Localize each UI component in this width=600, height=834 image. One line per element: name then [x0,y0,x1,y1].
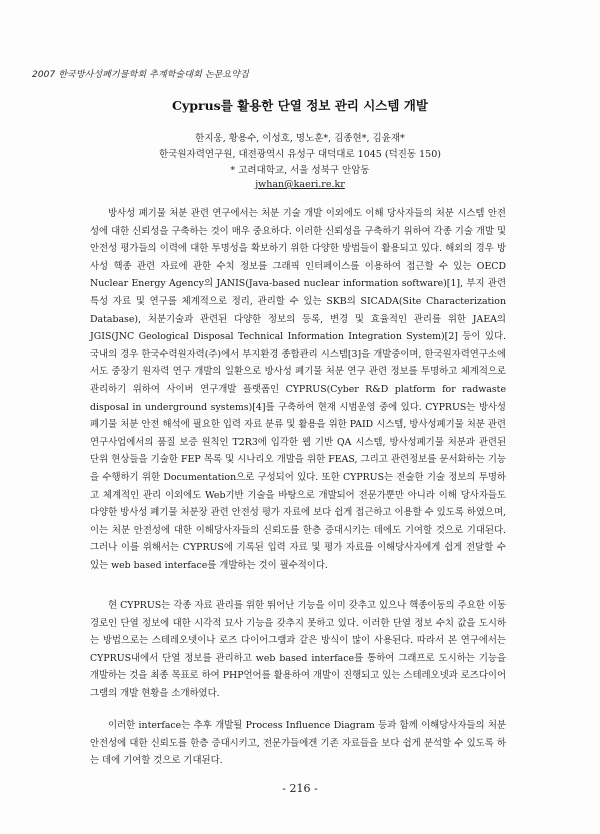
page-number: - 216 - [282,782,318,795]
affiliation-secondary: * 고려대학교, 서울 성북구 안암동 [230,165,370,176]
author-email: jwhan@kaeri.re.kr [255,179,345,190]
body-paragraph-2: 현 CYPRUS는 각종 자료 관리를 위한 뛰어난 기능을 이미 갖추고 있으나 핵종이동의 주요한 이동 경로인 단열 정보에 대한 시각적 묘사 기능을 갖추지 못하고 있다. 이러한 단열 정보 수치 값을 도시하는 방법으로는 스테레오넷이나 로즈 다이어그램과 같은 방식이 많이 사용된다. 따라서 본 연구에서는 CYPRUS내에서 단열 정보를 관리하고 web based interface를 통하여 그래프로 도시하는 기능을 개발하는 것을 최종 목표로 하여 PHP언어를 활용하여 개발이 진행되고 있는 스테레오넷과 로즈다이어그램의 개발 현황을 소개하였다. [90,600,506,699]
body-paragraph-3: 이러한 interface는 추후 개발될 Process Influence Diagram 등과 함께 이해당사자들의 처분 안전성에 대한 신뢰도를 한층 증대시키고, 전문가들에겐 기존 자료들을 보다 쉽게 분석할 수 있도록 하는 데에 기여할 것으로 기대된다. [90,720,506,767]
affiliation-primary: 한국원자력연구원, 대전광역시 유성구 대덕대로 1045 (덕진동 150) [159,149,441,160]
running-header: 2007 한국방사성폐기물학회 추계학술대회 논문요약집 [32,70,249,80]
body-paragraph-1: 방사성 폐기물 처분 관련 연구에서는 처분 기술 개발 이외에도 이해 당사자들의 처분 시스템 안전성에 대한 신뢰성을 구축하는 것이 매우 중요하다. 이러한 신뢰성을 구축하기 위하여 각종 기술 개발 및 안전성 평가들의 이력에 대한 투명성을 확보하기 위한 다양한 방법들이 활용되고 있다. 해외의 경우 방사성 핵종 관련 자료에 관한 수치 정보를 그래픽 인터페이스를 이용하여 접근할 수 있는 OECD Nuclear Energy Agency의 JANIS(Java-based nuclear information software)[1], 부지 관련 특성 자료 및 연구를 체계적으로 정리, 관리할 수 있는 SKB의 SICADA(Site Characterization Database), 처분기술과 관련된 다양한 정보의 등록, 변경 및 효율적인 관리를 위한 JAEA의 JGIS(JNC Geological Disposal Technical Information Integration System)[2] 등이 있다. 국내의 경우 한국수력원자력(주)에서 부지환경 종합관리 시스템[3]을 개발중이며, 한국원자력연구소에서도 중장기 원자력 연구 개발의 일환으로 방사성 폐기물 처분 연구 관련 정보를 투명하고 체계적으로 관리하기 위하여 사이버 연구개발 플랫폼인 CYPRUS(Cyber R&D platform for radwaste disposal in underground systems)[4]를 구축하여 현재 시범운영 중에 있다. CYPRUS는 방사성폐기물 처분 안전 해석에 필요한 입력 자료 분류 및 활용을 위한 PAID 시스템, 방사성폐기물 처분 관련 연구사업에서의 품질 보증 원칙인 T2R3에 입각한 웹 기반 QA 시스템, 방사성폐기물 처분과 관련된 단위 현상들을 기술한 FEP 목록 및 시나리오 개발을 위한 FEAS, 그리고 관련정보를 문서화하는 기능을 수행하기 위한 Documentation으로 구성되어 있다. 또한 CYPRUS는 전술한 기술 정보의 투명하고 체계적인 관리 이외에도 Web기반 기술을 바탕으로 개발되어 전문가뿐만 아니라 이해 당사자들도 다양한 방사성 폐기물 처분장 관련 안전성 평가 자료에 보다 쉽게 접근하고 이용할 수 있도록 하였으며, 이는 처분 안전성에 대한 이해당사자들의 신뢰도를 한층 증대시키는 데에도 기여할 것으로 기대된다. 그러나 이를 위해서는 CYPRUS에 기록된 입력 자료 및 평가 자료를 이해당사자에게 쉽게 전달할 수 있는 web based interface를 개발하는 것이 필수적이다. [90,208,507,571]
paper-title: Cyprus를 활용한 단열 정보 관리 시스템 개발 [172,98,428,113]
author-list: 한지웅, 황용수, 이성호, 명노훈*, 김종현*, 김윤재* [195,133,405,144]
